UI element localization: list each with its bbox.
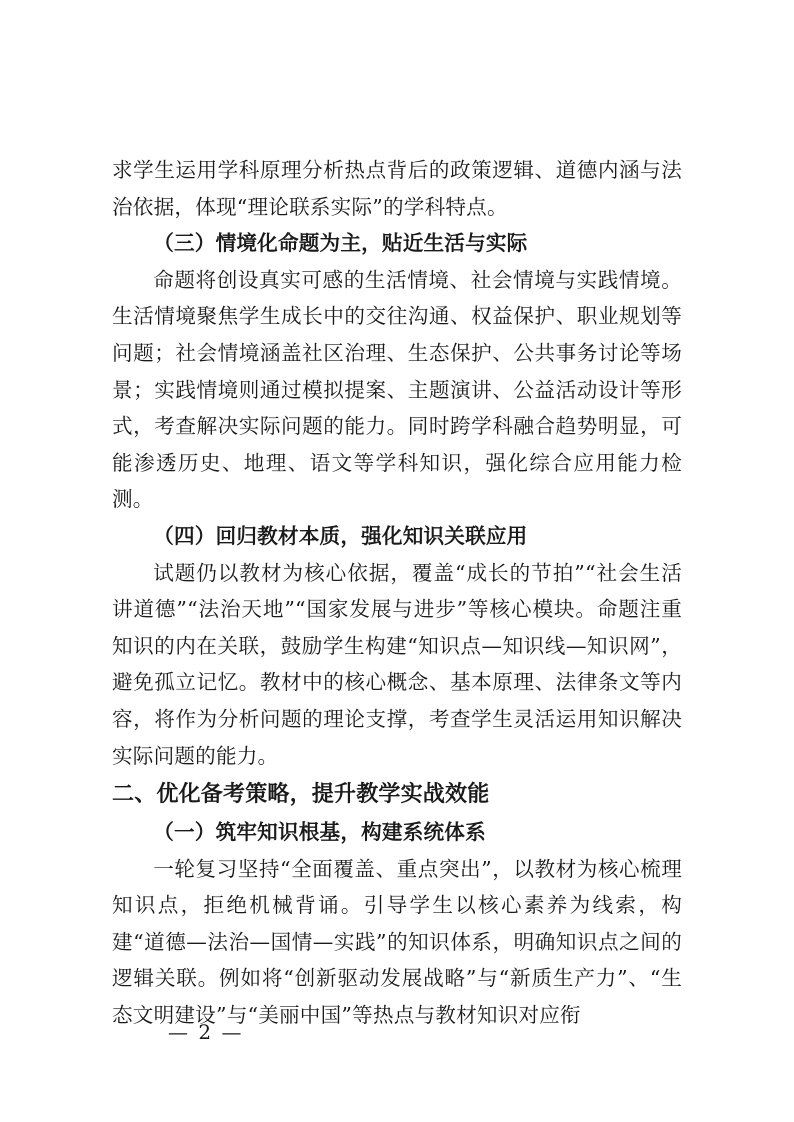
- paragraph-textbook: 试题仍以教材为核心依据，覆盖“成长的节拍”“社会生活讲道德”“法治天地”“国家发展与进步”等核心模块。命题注重知识的内在关联，鼓励学生构建“知识点—知识线—知识网”，避免孤立记忆。教材中的核心概念、基本原理、法律条文等内容，将作为分析问题的理论支撑，考查学生灵活运用知识解决实际问题的能力。: [112, 560, 682, 768]
- section-heading-two: 二、优化备考策略，提升教学实战效能: [112, 782, 490, 808]
- subheading-three: （三）情境化命题为主，贴近生活与实际: [153, 231, 528, 256]
- paragraph-continued: 求学生运用学科原理分析热点背后的政策逻辑、道德内涵与法治依据，体现“理论联系实际”的学科特点。: [112, 158, 682, 219]
- subheading-one: （一）筑牢知识根基，构建系统体系: [153, 820, 486, 845]
- paragraph-situational: 命题将创设真实可感的生活情境、社会情境与实践情境。生活情境聚焦学生成长中的交往沟通、权益保护、职业规划等问题；社会情境涵盖社区治理、生态保护、公共事务讨论等场景；实践情境则通过模拟提案、主题演讲、公益活动设计等形式，考查解决实际问题的能力。同时跨学科融合趋势明显，可能渗透历史、地理、语文等学科知识，强化综合应用能力检测。: [112, 267, 682, 512]
- document-body: [112, 152, 682, 1034]
- subheading-four: （四）回归教材本质，强化知识关联应用: [153, 523, 528, 548]
- paragraph-review: 一轮复习坚持“全面覆盖、重点突出”，以教材为核心梳理知识点，拒绝机械背诵。引导学生以核心素养为线索，构建“道德—法治—国情—实践”的知识体系，明确知识点之间的逻辑关联。例如将“创新驱动发展战略”与“新质生产力”、“生态文明建设”与“美丽中国”等热点与教材知识对应衔: [112, 856, 682, 1028]
- page-number: — 2 —: [168, 1020, 244, 1044]
